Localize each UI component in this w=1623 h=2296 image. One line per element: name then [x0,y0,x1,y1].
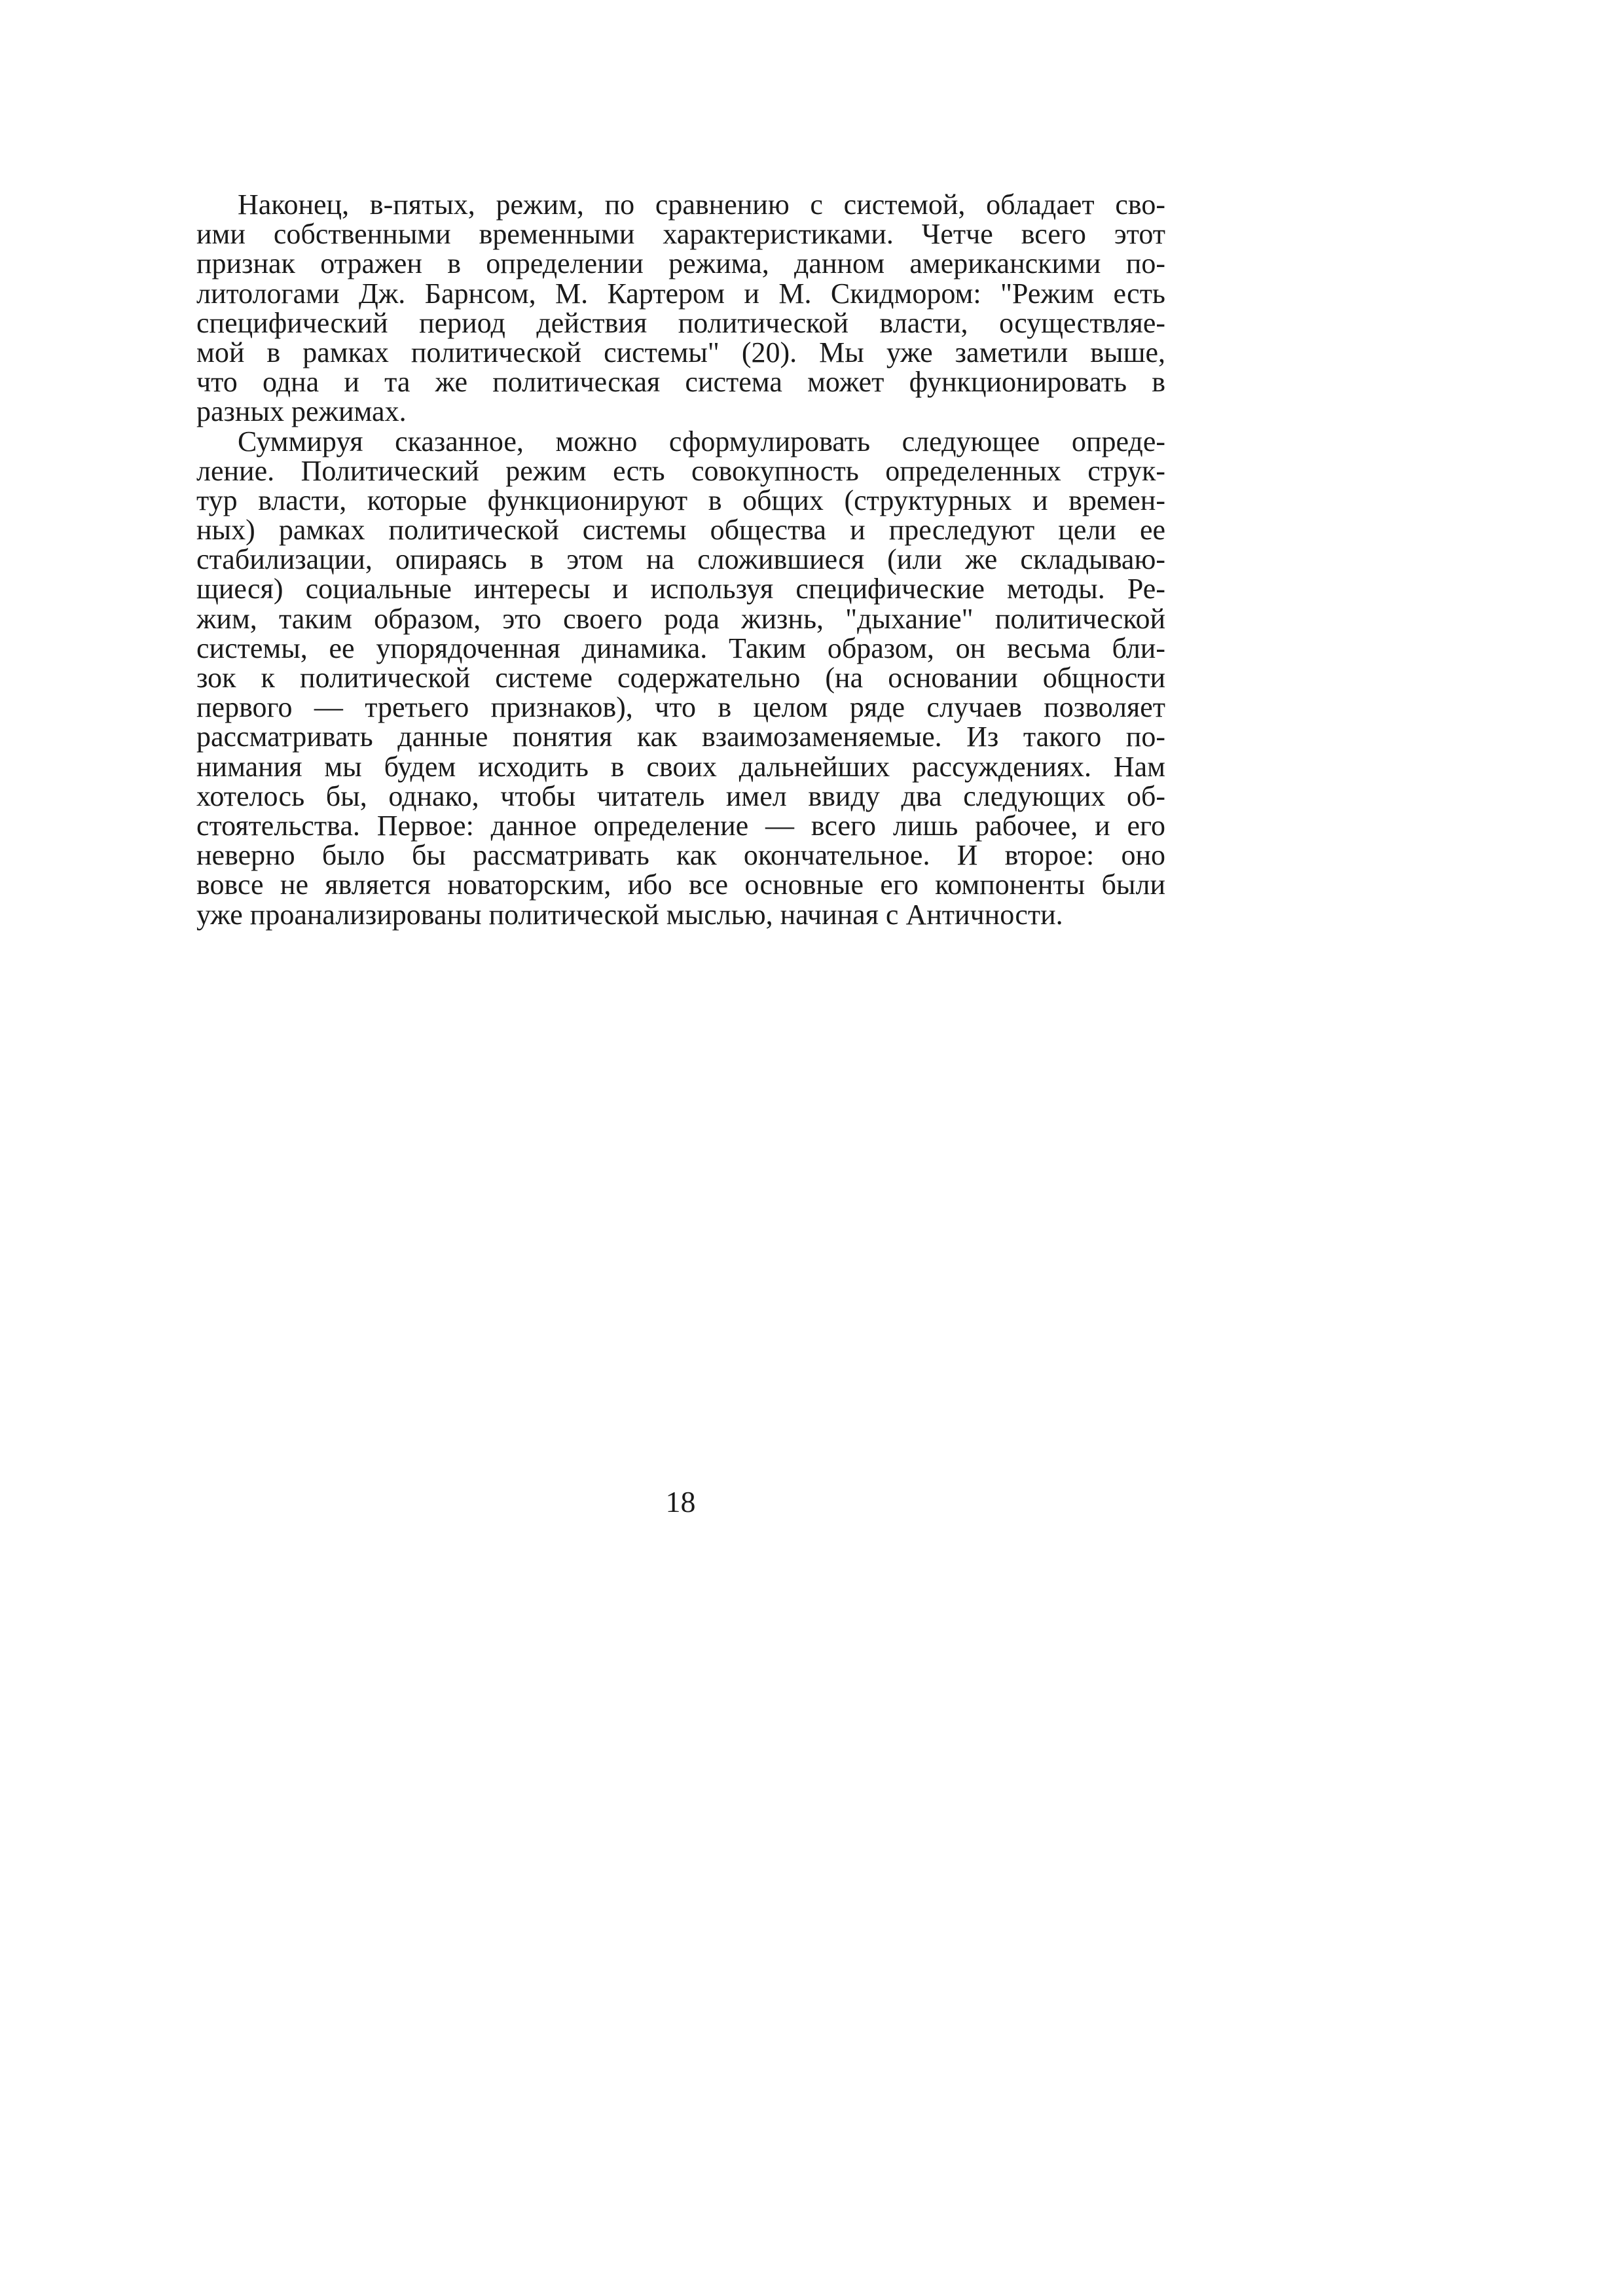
paragraph-line: мой в рамках политической системы" (20). Мы уже заметили выше, [196,336,1165,368]
paragraph-1 [196,190,1165,427]
paragraph-line: тур власти, которые функционируют в общих (структурных и времен- [196,484,1165,516]
page-number: 18 [665,1485,696,1518]
paragraph-line: признак отражен в определении режима, данном американскими по- [196,247,1165,280]
paragraph-line: зок к политической системе содержательно (на основании общности [196,662,1165,694]
paragraph-line: что одна и та же политическая система может функционировать в [196,366,1165,399]
paragraph-line: хотелось бы, однако, чтобы читатель имел ввиду два следующих об- [196,780,1165,812]
paragraph-line: жим, таким образом, это своего рода жизнь, "дыхание" политической [196,602,1165,635]
paragraph-line: нимания мы будем исходить в своих дальнейших рассуждениях. Нам [196,750,1165,783]
paragraph-line: ных) рамках политической системы общества и преследуют цели ее [196,514,1165,547]
body-text [196,190,1165,929]
paragraph-line: ими собственными временными характеристиками. Четче всего этот [196,218,1165,251]
paragraph-line: уже проанализированы политической мыслью, начиная с Античности. [196,898,1063,931]
paragraph-line: неверно было бы рассматривать как окончательное. И второе: оно [196,839,1165,872]
paragraph-line: Наконец, в-пятых, режим, по сравнению с системой, обладает сво- [238,188,1165,221]
paragraph-line: стоятельства. Первое: данное определение — всего лишь рабочее, и его [196,809,1165,842]
paragraph-line: специфический период действия политической власти, осуществляе- [196,306,1165,339]
paragraph-line: ление. Политический режим есть совокупность определенных струк- [196,454,1165,487]
paragraph-2 [196,427,1165,929]
paragraph-line: вовсе не является новаторским, ибо все основные его компоненты были [196,869,1165,901]
paragraph-line: разных режимах. [196,395,407,428]
paragraph-line: первого — третьего признаков), что в целом ряде случаев позволяет [196,691,1165,724]
paragraph-line: Суммируя сказанное, можно сформулировать следующее опреде- [238,425,1165,457]
paragraph-line: литологами Дж. Барнсом, М. Картером и М. Скидмором: "Режим есть [196,277,1165,310]
paragraph-line: щиеся) социальные интересы и используя специфические методы. Ре- [196,573,1165,605]
paragraph-line: рассматривать данные понятия как взаимозаменяемые. Из такого по- [196,721,1165,753]
paragraph-line: системы, ее упорядоченная динамика. Таким образом, он весьма бли- [196,632,1165,664]
paragraph-line: стабилизации, опираясь в этом на сложившиеся (или же складываю- [196,543,1165,576]
